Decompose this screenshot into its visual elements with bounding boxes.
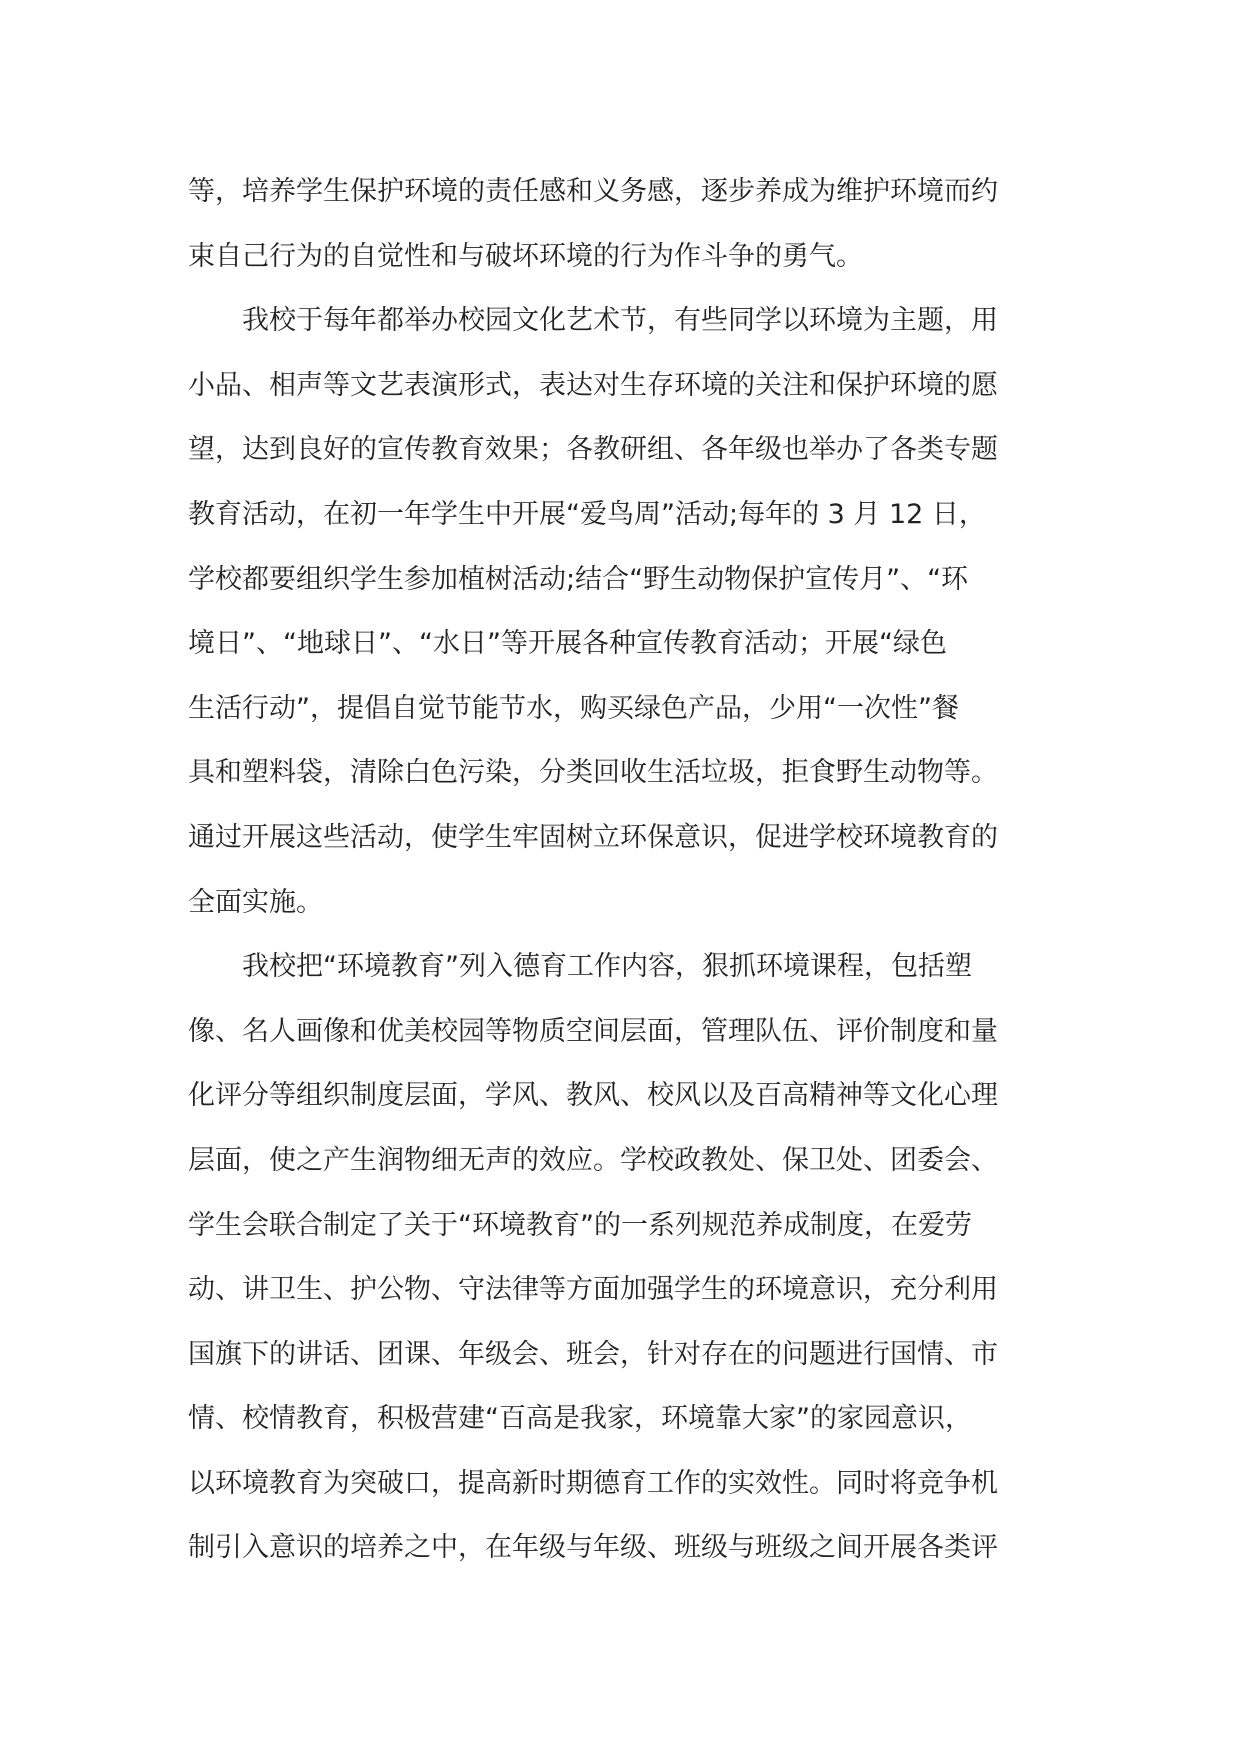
text-line: 小品、相声等文艺表演形式，表达对生存环境的关注和保护环境的愿 [188,369,998,401]
text-line: 通过开展这些活动，使学生牢固树立环保意识，促进学校环境教育的 [188,821,998,853]
text-line: 化评分等组织制度层面，学风、教风、校风以及百高精神等文化心理 [188,1080,998,1112]
text-line: 我校把“环境教育”列入德育工作内容，狠抓环境课程，包括塑 [188,951,972,983]
text-line: 层面，使之产生润物细无声的效应。学校政教处、保卫处、团委会、 [188,1144,998,1176]
text-line: 束自己行为的自觉性和与破坏环境的行为作斗争的勇气。 [188,240,863,272]
text-line: 生活行动”，提倡自觉节能节水，购买绿色产品，少用“一次性”餐 [188,692,959,724]
text-line: 以环境教育为突破口，提高新时期德育工作的实效性。同时将竞争机 [188,1467,998,1499]
text-line: 我校于每年都举办校园文化艺术节，有些同学以环境为主题，用 [188,305,998,337]
text-line: 制引入意识的培养之中，在年级与年级、班级与班级之间开展各类评 [188,1532,998,1564]
text-line: 境日”、“地球日”、“水日”等开展各种宣传教育活动；开展“绿色 [188,628,947,660]
text-line: 情、校情教育，积极营建“百高是我家，环境靠大家”的家园意识， [188,1403,972,1435]
text-line: 学校都要组织学生参加植树活动;结合“野生动物保护宣传月”、“环 [188,563,969,595]
text-line: 望，达到良好的宣传教育效果；各教研组、各年级也举办了各类专题 [188,434,998,466]
text-line: 具和塑料袋，清除白色污染，分类回收生活垃圾，拒食野生动物等。 [188,757,998,789]
text-line: 教育活动，在初一年学生中开展“爱鸟周”活动;每年的 3 月 12 日， [188,498,986,530]
text-line: 像、名人画像和优美校园等物质空间层面，管理队伍、评价制度和量 [188,1015,998,1047]
text-line: 等，培养学生保护环境的责任感和义务感，逐步养成为维护环境而约 [188,176,998,207]
text-line: 国旗下的讲话、团课、年级会、班会，针对存在的问题进行国情、市 [188,1338,998,1370]
text-line: 动、讲卫生、护公物、守法律等方面加强学生的环境意识，充分利用 [188,1274,998,1306]
text-line: 学生会联合制定了关于“环境教育”的一系列规范养成制度，在爱劳 [188,1209,972,1241]
body-text [188,160,1068,1581]
text-line: 全面实施。 [188,886,323,918]
